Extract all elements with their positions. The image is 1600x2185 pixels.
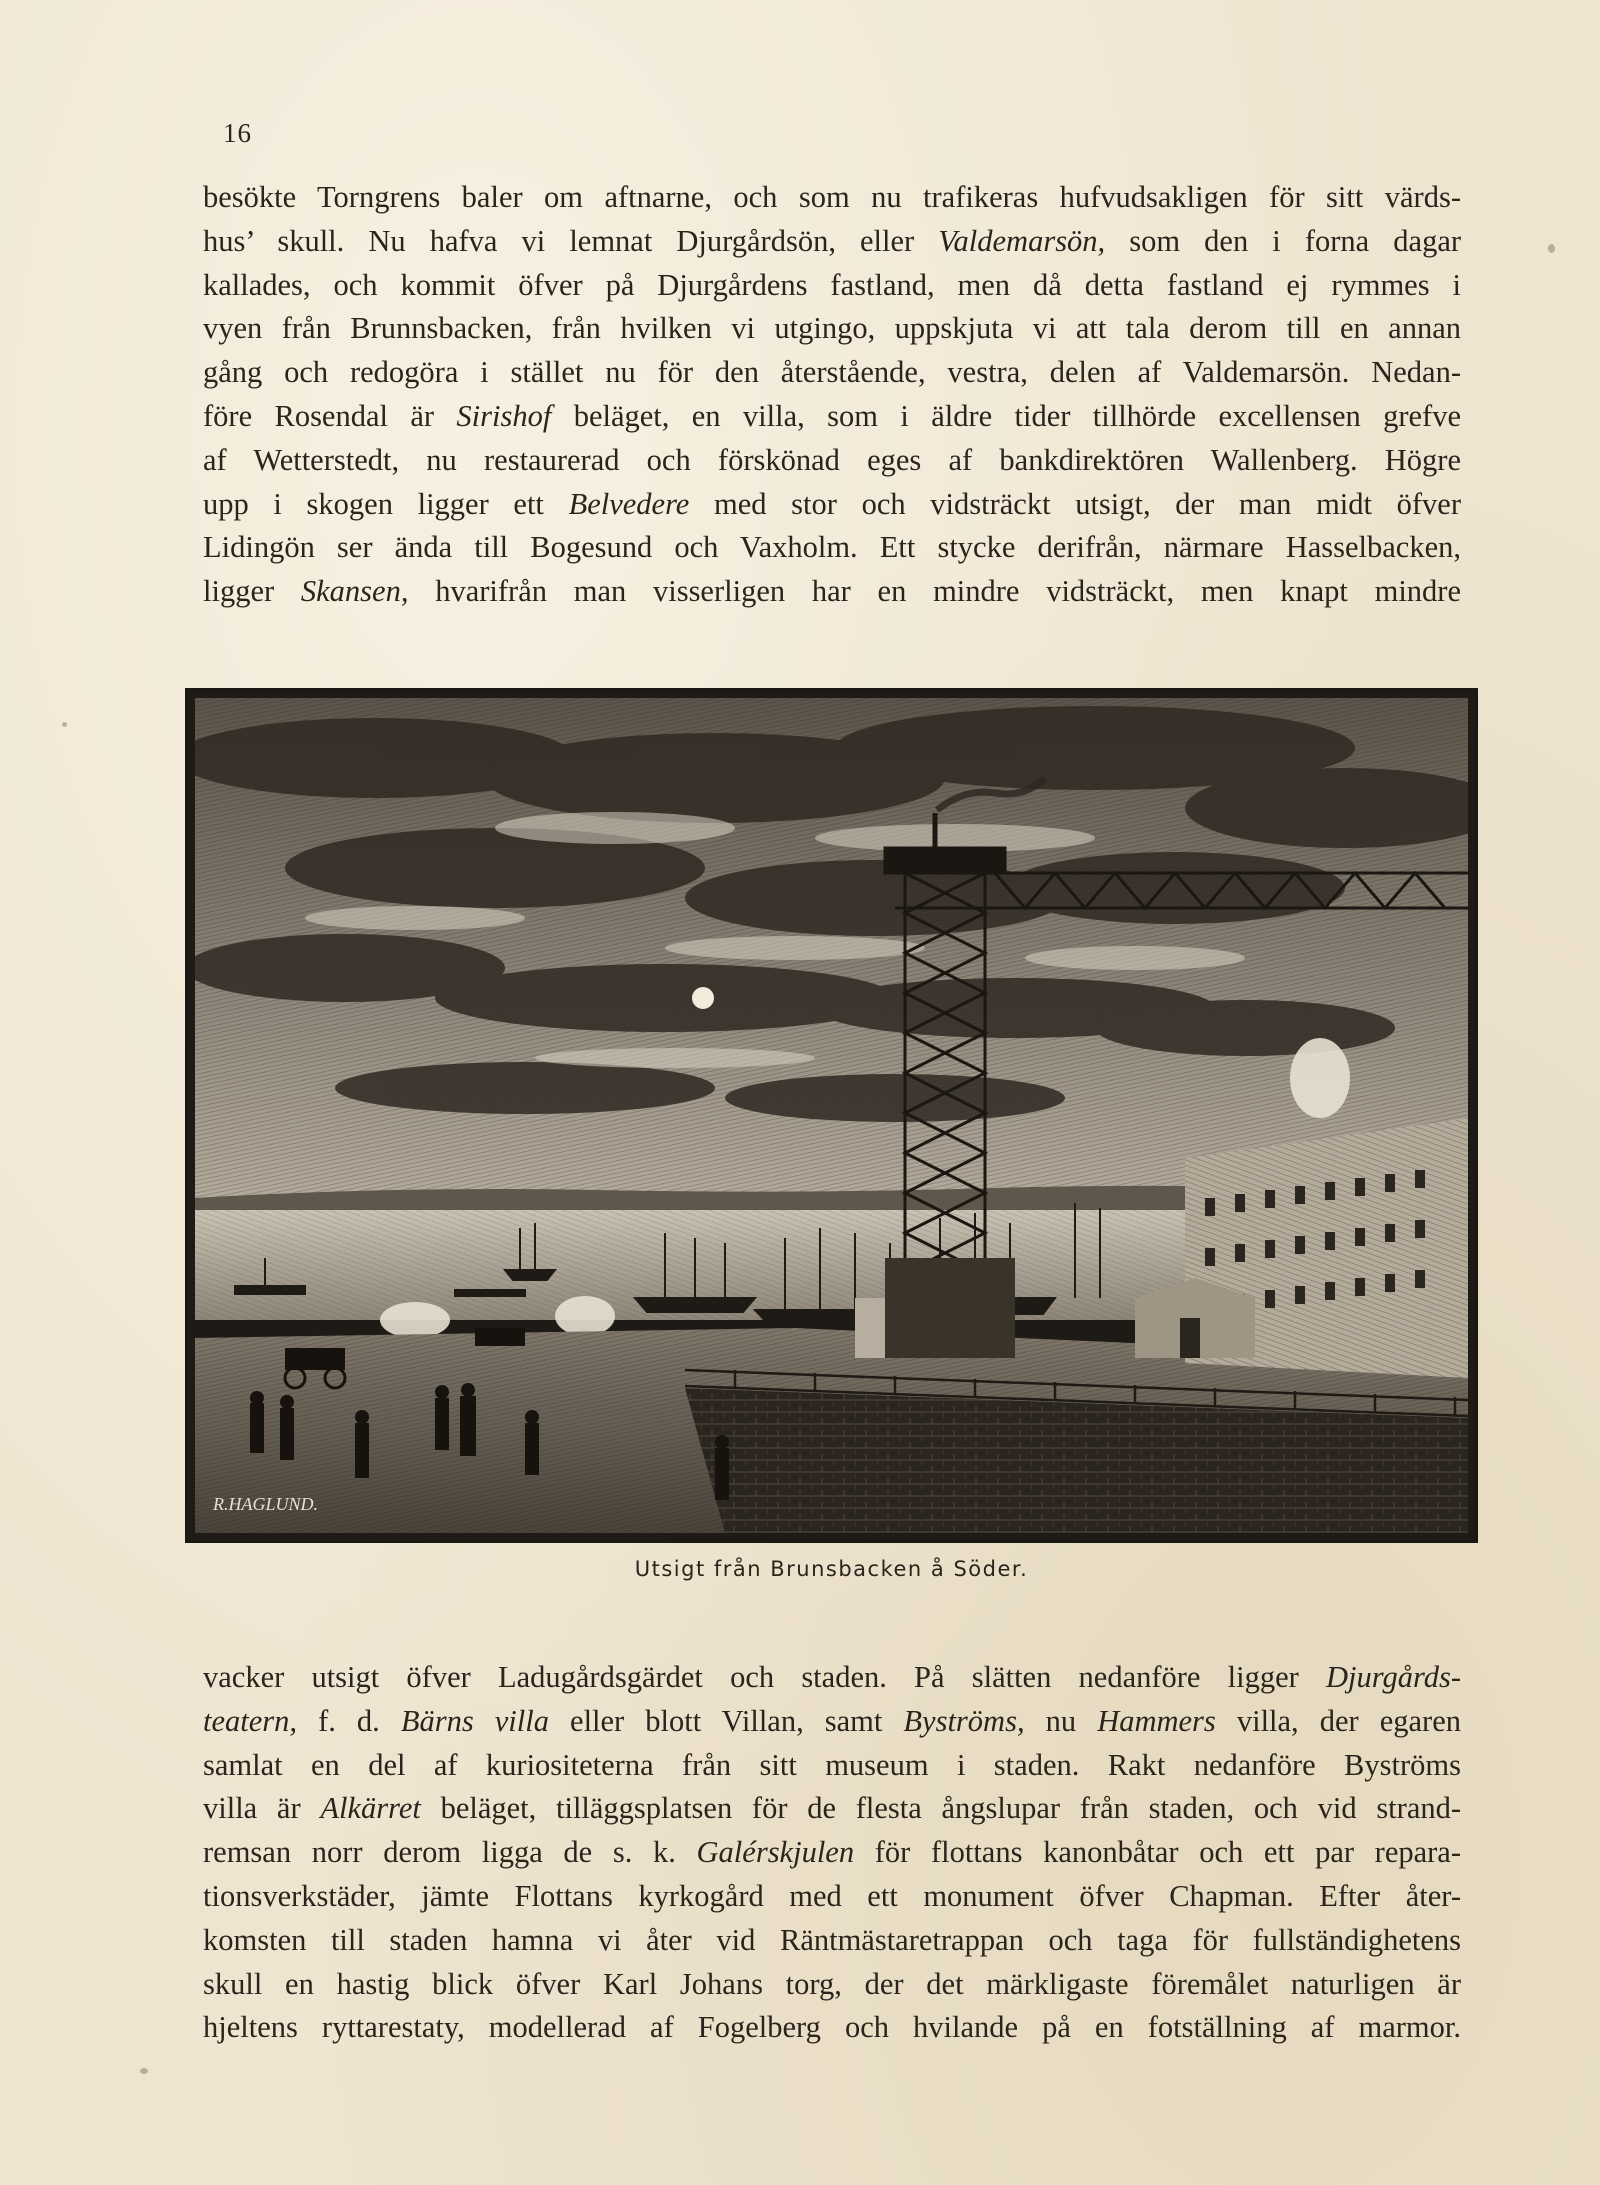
text-run: ligger [203,574,301,609]
text-run: hjeltens ryttarestaty, modellerad af Fogelberg och hvilande på en fotställning af marmor. [203,2010,1461,2045]
text-run: f. d. [297,1703,401,1738]
text-run: villa, der egaren [1215,1703,1461,1738]
text-line [203,1963,1461,2007]
text-run: samlat en del af kuriositeterna från sitt museum i staden. Rakt nedanföre Byströms [203,1747,1461,1782]
text-line [203,1744,1461,1788]
text-run: hus’ skull. Nu hafva vi lemnat Djurgårdsön, eller [203,223,939,258]
paper-speck [1548,244,1555,253]
text-line [203,1831,1461,1875]
text-run: af Wetterstedt, nu restaurerad och förskönad eges af bankdirektören Wallenberg. Högre [203,442,1461,477]
text-run: beläget, en villa, som i äldre tider tillhörde excellensen grefve [551,398,1461,433]
text-run: besökte Torngrens baler om aftnarne, och som nu trafikeras hufvudsakligen för sitt värds- [203,180,1461,214]
italic-term: Valdemarsön, [938,223,1106,258]
text-run: nu [1024,1703,1098,1738]
text-line [203,176,1461,220]
paper-speck [62,722,67,727]
text-line [203,1700,1461,1744]
harbor-engraving [195,698,1468,1533]
text-run: som den i forna dagar [1105,223,1461,258]
text-run: gång och redogöra i stället nu för den återstående, vestra, delen af Valdemarsön. Nedan- [203,355,1461,390]
text-line [203,307,1461,351]
text-line [203,439,1461,483]
paper-speck [140,2068,148,2074]
text-run: komsten till staden hamna vi åter vid Räntmästaretrappan och taga för fullständighetens [203,1922,1461,1957]
text-line [203,1656,1461,1700]
text-line [203,264,1461,308]
italic-term: Belvedere [568,486,690,521]
engraver-signature: R.HAGLUND. [213,1494,319,1514]
italic-term: Hammers [1097,1703,1216,1738]
text-line [203,1875,1461,1919]
text-line [203,570,1461,614]
text-run: remsan norr derom ligga de s. k. [203,1835,697,1870]
illustration-caption: Utsigt från Brunsbacken å Söder. [634,1557,1029,1581]
italic-term: Bärns villa [400,1703,549,1738]
text-run: Lidingön ser ända till Bogesund och Vaxholm. Ett stycke derifrån, närmare Hasselbacken, [203,530,1461,565]
italic-term: Alkärret [320,1791,421,1826]
text-run: med stor och vidsträckt utsigt, der man midt öfver [689,486,1461,521]
text-run: vacker utsigt öfver Ladugårdsgärdet och staden. På slätten nedanföre ligger [203,1660,1326,1694]
engraving-illustration [185,688,1478,1543]
text-line [203,526,1461,570]
tower-base [885,1258,1015,1358]
italic-term: Galérskjulen [696,1835,855,1870]
paragraph-top [203,176,1461,614]
text-run: tionsverkstäder, jämte Flottans kyrkogård med ett monument öfver Chapman. Efter åter- [203,1878,1461,1913]
italic-term: Byströms, [903,1703,1025,1738]
italic-term: teatern, [203,1703,298,1738]
text-run: beläget, tilläggsplatsen för de flesta ångslupar från staden, och vid strand- [420,1791,1461,1826]
text-line [203,1787,1461,1831]
italic-term: Sirishof [456,398,552,433]
text-line [203,395,1461,439]
paragraph-bottom [203,1656,1461,2050]
text-line [203,1919,1461,1963]
text-run: kallades, och kommit öfver på Djurgårdens fastland, men då detta fastland ej rymmes i [203,267,1461,302]
italic-term: Skansen, [300,574,409,609]
text-run: skull en hastig blick öfver Karl Johans torg, der det märkligaste föremålet naturligen är [203,1966,1461,2001]
text-run: vyen från Brunnsbacken, från hvilken vi utgingo, uppskjuta vi att tala derom till en annan [203,311,1461,346]
text-run: upp i skogen ligger ett [203,486,569,521]
text-run: eller blott Villan, samt [548,1703,904,1738]
text-run: villa är [203,1791,321,1826]
page-number: 16 [223,118,252,148]
text-line [203,351,1461,395]
moon [692,987,714,1009]
text-line [203,2006,1461,2050]
text-line [203,483,1461,527]
text-run: för flottans kanonbåtar och ett par repara- [854,1835,1461,1870]
text-run: hvarifrån man visserligen har en mindre vidsträckt, men knapt mindre [408,574,1461,609]
text-run: före Rosendal är [203,398,457,433]
text-line [203,220,1461,264]
italic-term: Djurgårds- [1325,1660,1461,1694]
